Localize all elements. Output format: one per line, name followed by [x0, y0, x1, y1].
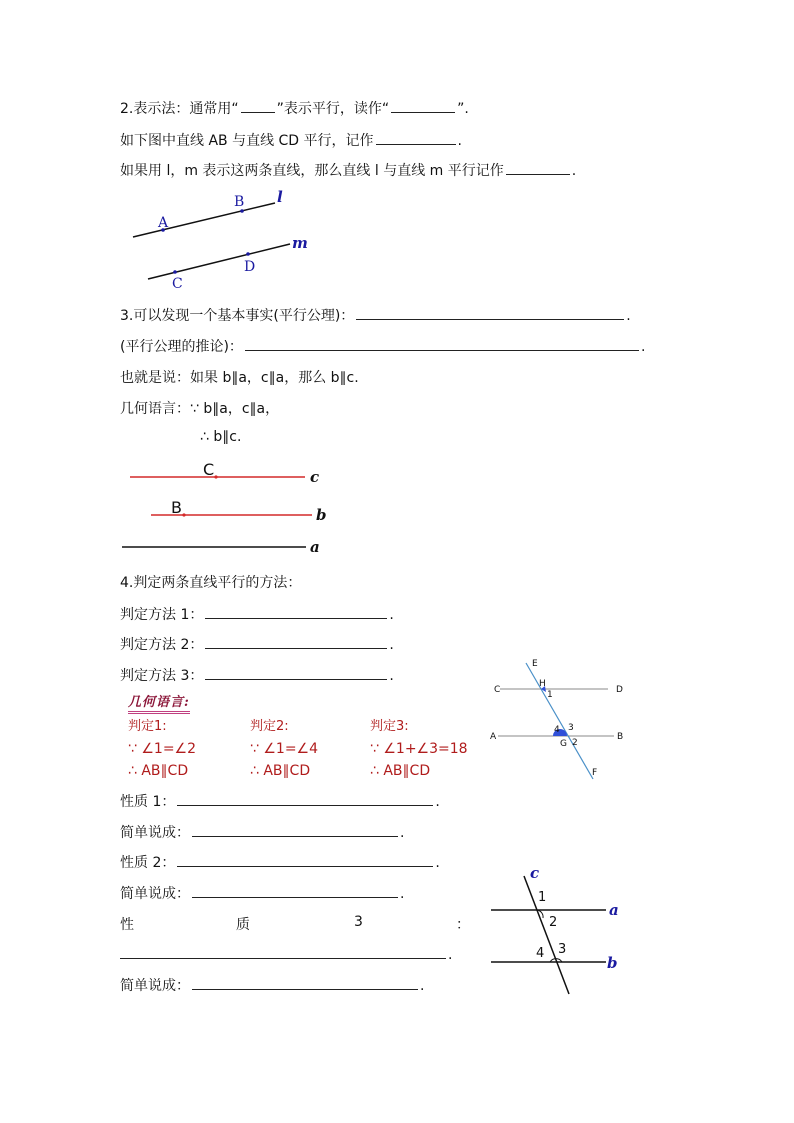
line-l [133, 203, 275, 237]
label-c: C [494, 685, 501, 695]
blank-reading[interactable] [391, 98, 455, 113]
angle-1-label: 1 [538, 890, 547, 905]
blank-property-2[interactable] [177, 852, 433, 867]
judge-3-conclusion: ∴ AB∥CD [370, 763, 431, 779]
judge-1-conclusion: ∴ AB∥CD [128, 763, 189, 779]
label-angle-3: 3 [568, 723, 574, 733]
blank-property-3[interactable] [120, 944, 446, 959]
simple-2: 简单说成： . [120, 883, 404, 903]
three-parallel-lines-figure [118, 458, 338, 558]
label-angle-4: 4 [554, 725, 560, 735]
label-d: D [616, 685, 623, 695]
point-c-label: C [172, 276, 183, 292]
blank-notation-abcd[interactable] [376, 130, 456, 145]
blank-method-2[interactable] [205, 634, 387, 649]
section4-title: 4.判定两条直线平行的方法： [120, 575, 302, 591]
judge-2 [250, 716, 318, 782]
label-h: H [539, 679, 546, 689]
section3-line4: 几何语言：∵ b∥a，c∥a， [120, 401, 280, 417]
line-a-label: a [310, 538, 320, 556]
blank-simple-2[interactable] [192, 883, 398, 898]
label-g: G [560, 739, 567, 749]
property-3-char2: 质 [236, 917, 250, 933]
point-c-dot [173, 270, 177, 274]
label-a: A [490, 732, 497, 742]
label-angle-1: 1 [547, 690, 553, 700]
line-m [148, 244, 290, 279]
transversal-figure [486, 655, 636, 785]
judge-2-condition: ∵ ∠1=∠4 [250, 741, 319, 757]
blank-simple-3[interactable] [192, 975, 418, 990]
line-c-label: c [530, 864, 540, 882]
blank-notation-lm[interactable] [506, 160, 570, 175]
judge-3 [370, 716, 468, 782]
parallel-lines-lm-figure [120, 185, 320, 295]
judge-2-conclusion: ∴ AB∥CD [250, 763, 311, 779]
label-b: B [617, 732, 624, 742]
section3-line5: ∴ b∥c. [200, 429, 242, 445]
blank-axiom-corollary[interactable] [245, 336, 639, 351]
geometry-language-title: 几何语言: [128, 691, 190, 714]
point-b-dot [182, 513, 185, 516]
blank-symbol[interactable] [241, 98, 275, 113]
simple-3: 简单说成： . [120, 975, 424, 995]
property-2: 性质 2： . [120, 852, 440, 872]
judge-2-title: 判定2: [250, 719, 289, 734]
line-a-label: a [609, 901, 619, 919]
method-1: 判定方法 1： . [120, 604, 394, 624]
section2-line1: 2.表示法：通常用“ ”表示平行，读作“ ”. [120, 98, 469, 118]
line-b-label: b [607, 954, 618, 972]
section3-line2: (平行公理的推论)： . [120, 336, 645, 356]
property-3-number: 3 [354, 914, 363, 930]
section3-line3: 也就是说：如果 b∥a，c∥a，那么 b∥c. [120, 370, 359, 386]
blank-method-1[interactable] [205, 604, 387, 619]
point-b-label: B [234, 194, 245, 210]
line-b-label: b [316, 506, 327, 524]
property-3-colon: ： [456, 917, 470, 933]
line-c-label: c [310, 468, 320, 486]
section3-line1: 3.可以发现一个基本事实(平行公理)： . [120, 305, 631, 325]
angle-2-label: 2 [549, 915, 558, 930]
judge-1-condition: ∵ ∠1=∠2 [128, 741, 197, 757]
line-c [524, 876, 569, 994]
angle-4-label: 4 [536, 946, 545, 961]
line-ef [526, 663, 593, 779]
blank-parallel-axiom[interactable] [356, 305, 624, 320]
section2-line3: 如果用 l，m 表示这两条直线，那么直线 l 与直线 m 平行记作 . [120, 160, 576, 180]
simple-1: 简单说成： . [120, 822, 404, 842]
blank-simple-1[interactable] [192, 822, 398, 837]
blank-property-1[interactable] [177, 791, 433, 806]
line-m-label: m [292, 234, 308, 252]
point-b-label: B [171, 498, 182, 517]
properties-transversal-figure [486, 866, 636, 998]
property-3-heading: 性 [120, 917, 134, 933]
section2-line2: 如下图中直线 AB 与直线 CD 平行，记作 . [120, 130, 462, 150]
point-d-label: D [244, 259, 256, 275]
line-l-label: l [277, 188, 283, 206]
judge-1 [128, 716, 196, 782]
method-3: 判定方法 3： . [120, 665, 394, 685]
property-3: . [120, 944, 452, 963]
point-a-label: A [158, 215, 169, 231]
point-d-dot [246, 252, 250, 256]
judge-1-title: 判定1: [128, 719, 167, 734]
blank-method-3[interactable] [205, 665, 387, 680]
property-1: 性质 1： . [120, 791, 440, 811]
judge-3-condition: ∵ ∠1+∠3=18 [370, 741, 468, 757]
angle-3-label: 3 [558, 942, 567, 957]
point-c-label: C [203, 460, 215, 479]
judge-3-title: 判定3: [370, 719, 409, 734]
point-c-dot [214, 475, 217, 478]
method-2: 判定方法 2： . [120, 634, 394, 654]
label-e: E [532, 659, 538, 669]
label-f: F [592, 768, 598, 778]
label-angle-2: 2 [572, 738, 578, 748]
